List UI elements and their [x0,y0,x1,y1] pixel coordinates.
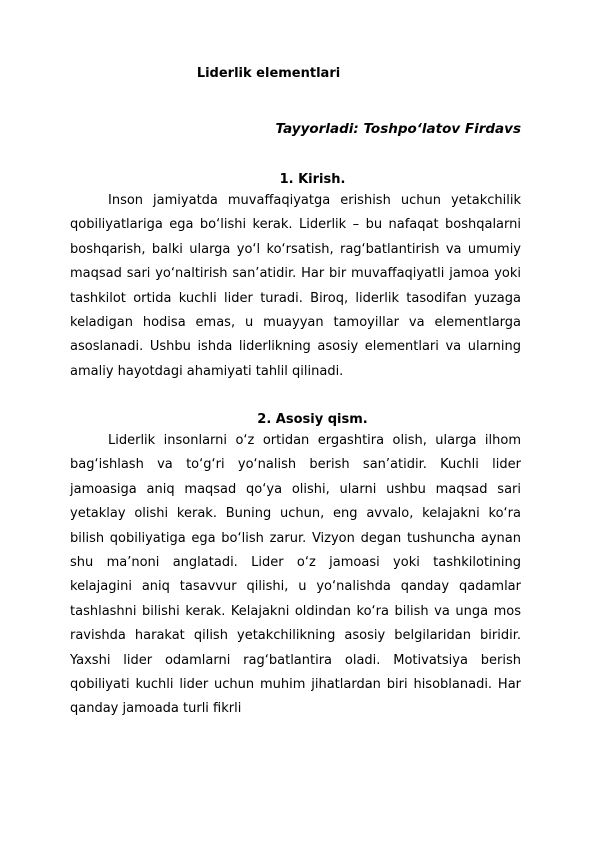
author-line: Tayyorladi: Toshpo‘latov Firdavs [275,121,521,137]
section-heading-text: 2. Asosiy qism. [257,412,368,427]
paragraph-main: Liderlik insonlarni o‘z ortidan ergashtira olish, ularga ilhom bag‘ishlash va to‘g‘ri yo‘nalish berish san’atidir. Kuchli lider jamoasiga aniq maqsad qo‘ya olishi, ularni ushbu maqsad sari yetaklay olishi kerak. Buning uchun, eng avvalo, kelajakni ko‘ra bilish qobiliyatiga ega bo‘lish zarur. Vizyon degan tushuncha aynan shu ma’noni anglatadi. Lider o‘z jamoasi yoki tashkilotining kelajagini aniq tasavvur qilishi, u yo‘nalishda qanday qadamlar tashlashni bilishi kerak. Kelajakni oldindan ko‘ra bilish va unga mos ravishda harakat qilish yetakchilikning asosiy belgilaridan biridir. Yaxshi lider odamlarni rag‘batlantira oladi. Motivatsiya berish qobiliyati kuchli lider uchun muhim jihatlardan biri hisoblanadi. Har qanday jamoada turli fikrli [70,433,521,717]
paragraph-introduction: Inson jamiyatda muvaffaqiyatga erishish uchun yetakchilik qobiliyatlariga ega bo‘lishi kerak. Liderlik – bu nafaqat boshqalarni boshqarish, balki ularga yo‘l ko‘rsatish, rag‘batlantirish va umumiy maqsad sari yo‘naltirish san’atidir. Har bir muvaffaqiyatli jamoa yoki tashkilot ortida kuchli lider turadi. Biroq, liderlik tasodifan yuzaga keladigan hodisa emas, u muayyan tamoyillar va elementlarga asoslanadi. Ushbu ishda liderlikning asosiy elementlari va ularning amaliy hayotdagi ahamiyati tahlil qilinadi. [70,193,521,379]
section-heading-text: 1. Kirish. [279,172,346,187]
document-title-text: Liderlik elementlari [196,66,341,81]
section-heading-introduction [70,170,521,190]
document-title [70,64,521,84]
section-heading-main [70,410,521,430]
